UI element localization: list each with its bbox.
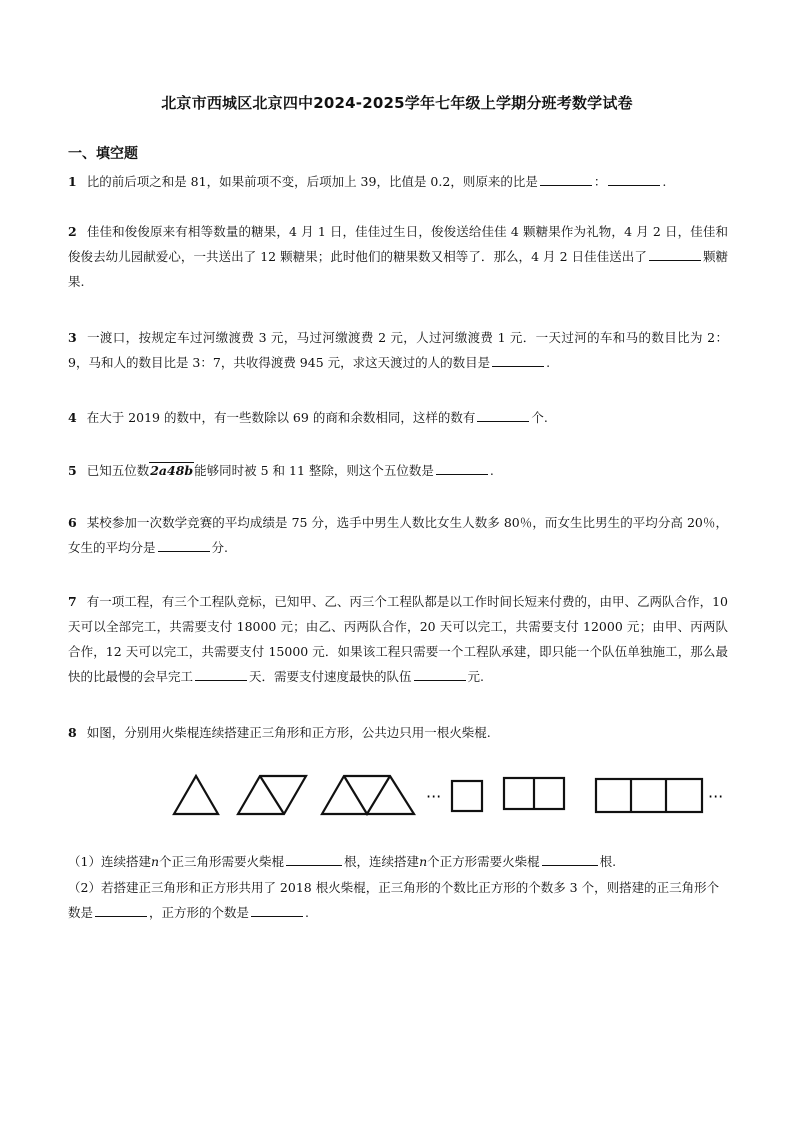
answer-blank[interactable] <box>477 407 529 422</box>
squares-3 <box>596 779 702 812</box>
section-heading: 一、填空题 <box>68 146 138 162</box>
variable-n: n <box>419 854 428 869</box>
answer-blank[interactable] <box>542 851 598 866</box>
question-number: 6 <box>68 515 77 530</box>
question-5 <box>68 458 728 483</box>
question-7 <box>68 589 728 689</box>
answer-blank[interactable] <box>436 460 488 475</box>
question-6 <box>68 510 728 560</box>
sub-text: 根，连续搭建 <box>344 854 420 869</box>
question-text: 佳佳和俊俊原来有相等数量的糖果，4 月 1 日，佳佳过生日，俊俊送给佳佳 4 颗糖果作为礼物，4 月 2 日，佳佳和俊俊去幼儿园献爱心，一共送出了 12 颗糖果；此时他们的糖果数又相等了．那么，4 月 2 日佳佳送出了 <box>68 224 728 264</box>
answer-blank[interactable] <box>540 171 592 186</box>
question-text: 在大于 2019 的数中，有一些数除以 69 的商和余数相同，这样的数有 <box>86 410 476 425</box>
triangles-2 <box>238 776 306 814</box>
question-number: 1 <box>68 174 77 189</box>
question-number: 8 <box>68 725 77 740</box>
question-text-end: . <box>546 355 551 370</box>
question-text-end: 元. <box>467 669 485 684</box>
question-text: 一渡口，按规定车过河缴渡费 3 元，马过河缴渡费 2 元，人过河缴渡费 1 元．一天过河的车和马的数目比为 2：9，马和人的数目比是 3：7，共收得渡费 945 元，求这天渡过的人的数目是 <box>68 330 728 370</box>
question-8-part-2 <box>68 875 728 925</box>
question-text: 有一项工程，有三个工程队竞标，已知甲、乙、丙三个工程队都是以工作时间长短来付费的，由甲、乙两队合作，10 天可以全部完工，共需要支付 18000 元；由乙、丙两队合作，20 天可以完工，共需要支付 12000 元；由甲、丙两队合作，12 天可以完工，共需要支付 15000 元．如果该工程只需要一个工程队承建，即只能一个队伍单独施工，那么最快的比最慢的会早完工 <box>68 594 728 684</box>
question-number: 5 <box>68 463 77 478</box>
question-8-part-1 <box>68 849 728 874</box>
answer-blank[interactable] <box>251 902 303 917</box>
ellipsis: ··· <box>708 787 724 806</box>
answer-blank[interactable] <box>649 246 701 261</box>
sub-text: （2）若搭建正三角形和正方形共用了 2018 根火柴棍，正三角形的个数比正方形的个数多 3 个，则搭建的正三角形个数是 <box>68 880 720 920</box>
page-title: 北京市西城区北京四中2024-2025学年七年级上学期分班考数学试卷 <box>161 94 633 112</box>
answer-blank[interactable] <box>195 666 247 681</box>
question-text-end: 个. <box>531 410 548 425</box>
question-2 <box>68 219 728 294</box>
question-number: 7 <box>68 594 77 609</box>
answer-blank[interactable] <box>608 171 660 186</box>
question-text: 已知五位数 <box>86 463 150 478</box>
answer-blank[interactable] <box>95 902 147 917</box>
question-text-end: 颗糖果. <box>68 249 728 289</box>
ellipsis: ··· <box>426 787 442 806</box>
sub-text: ，正方形的个数是 <box>149 905 250 920</box>
ratio-separator: ： <box>593 174 607 189</box>
sub-text: . <box>305 905 310 920</box>
question-number: 4 <box>68 410 77 425</box>
question-text: 如图，分别用火柴棍连续搭建正三角形和正方形，公共边只用一根火柴棍. <box>86 725 491 740</box>
sub-text: （1）连续搭建 <box>68 854 151 869</box>
square-1 <box>452 781 482 811</box>
variable-n: n <box>150 854 160 869</box>
answer-blank[interactable] <box>492 352 544 367</box>
question-4 <box>68 405 728 430</box>
triangles-3 <box>322 776 414 814</box>
sub-text: 个正三角形需要火柴棍 <box>159 854 285 869</box>
question-8 <box>68 720 728 745</box>
question-3 <box>68 325 728 375</box>
triangle-1 <box>174 776 218 814</box>
question-text-end: 分. <box>211 540 228 555</box>
question-text-mid: 天．需要支付速度最快的队伍 <box>249 669 412 684</box>
question-number: 3 <box>68 330 77 345</box>
question-text-end: . <box>489 463 494 478</box>
answer-blank[interactable] <box>286 851 342 866</box>
matchstick-figure <box>168 768 738 822</box>
answer-blank[interactable] <box>414 666 466 681</box>
sub-text: 根. <box>599 854 617 869</box>
question-text-end: . <box>662 174 667 189</box>
question-number: 2 <box>68 224 77 239</box>
answer-blank[interactable] <box>158 537 210 552</box>
sub-text: 个正方形需要火柴棍 <box>427 854 540 869</box>
overlined-number: 2a48b <box>150 463 194 478</box>
question-text: 某校参加一次数学竞赛的平均成绩是 75 分，选手中男生人数比女生人数多 80％，而女生比男生的平均分高 20％，女生的平均分是 <box>68 515 728 555</box>
question-text-mid: 能够同时被 5 和 11 整除，则这个五位数是 <box>194 463 434 478</box>
question-1 <box>68 169 728 194</box>
question-text: 比的前后项之和是 81，如果前项不变，后项加上 39，比值是 0.2，则原来的比是 <box>86 174 538 189</box>
